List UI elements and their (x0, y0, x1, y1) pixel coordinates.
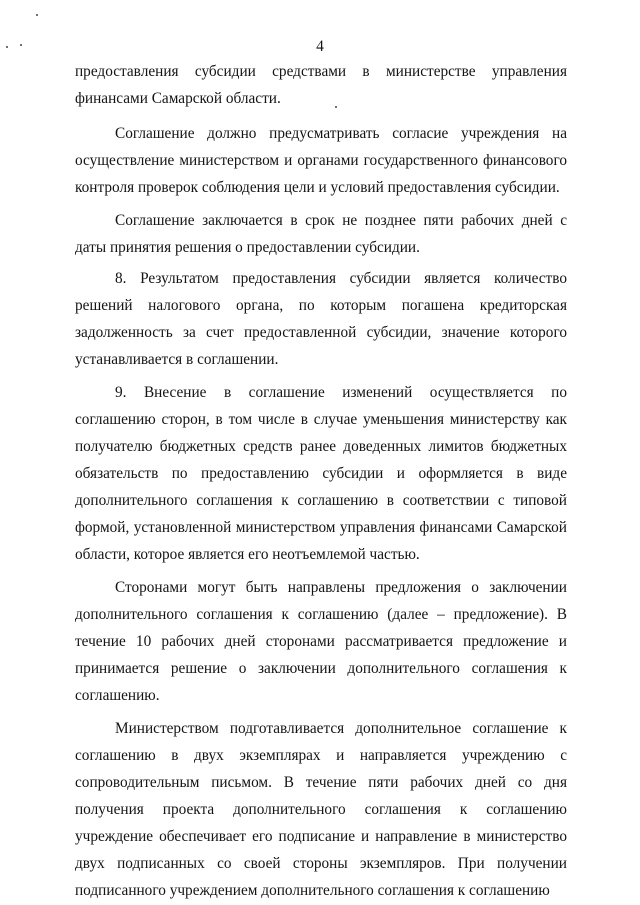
scan-speck (36, 14, 38, 16)
document-body (75, 58, 567, 904)
paragraph-agreement-deadline: Соглашение заключается в срок не позднее пяти рабочих дней с даты принятия решения о предоставлении субсидии. (75, 212, 567, 256)
paragraph-amendments-item-9: 9. Внесение в соглашение изменений осуществляется по соглашению сторон, в том числе в случае уменьшения министерству как получателю бюджетных средств ранее доведенных лимитов бюджетных обязательств по предоставлению субсидии и оформляется в виде дополнительного соглашения к соглашению в соответствии с типовой формой, установленной министерством управления финансами Самарской области, которое является его неотъемлемой частью. (75, 384, 567, 563)
paragraph-ministry-preparation: Министерством подготавливается дополнительное соглашение к соглашению в двух экземплярах и направляется учреждению с сопроводительным письмом. В течение пяти рабочих дней со дня получения проекта дополнительного соглашения к соглашению учреждение обеспечивает его подписание и направление в министерство двух подписанных со своей стороны экземпляров. При получении подписанного учреждением дополнительного соглашения к соглашению (75, 720, 567, 899)
paragraph-result-item-8: 8. Результатом предоставления субсидии является количество решений налогового органа, по которым погашена кредиторская задолженность за счет предоставленной субсидии, значение которого устанавливается в соглашении. (75, 270, 567, 368)
paragraph-proposals: Сторонами могут быть направлены предложения о заключении дополнительного соглашения к соглашению (далее – предложение). В течение 10 рабочих дней сторонами рассматривается предложение и принимается решение о заключении дополнительного соглашения к соглашению. (75, 579, 567, 704)
paragraph-agreement-consent: Соглашение должно предусматривать согласие учреждения на осуществление министерством и органами государственного финансового контроля проверок соблюдения цели и условий предоставления субсидии. (75, 125, 567, 196)
page-number: 4 (316, 38, 324, 55)
paragraph-continuation: предоставления субсидии средствами в министерстве управления финансами Самарской области. (75, 63, 567, 107)
